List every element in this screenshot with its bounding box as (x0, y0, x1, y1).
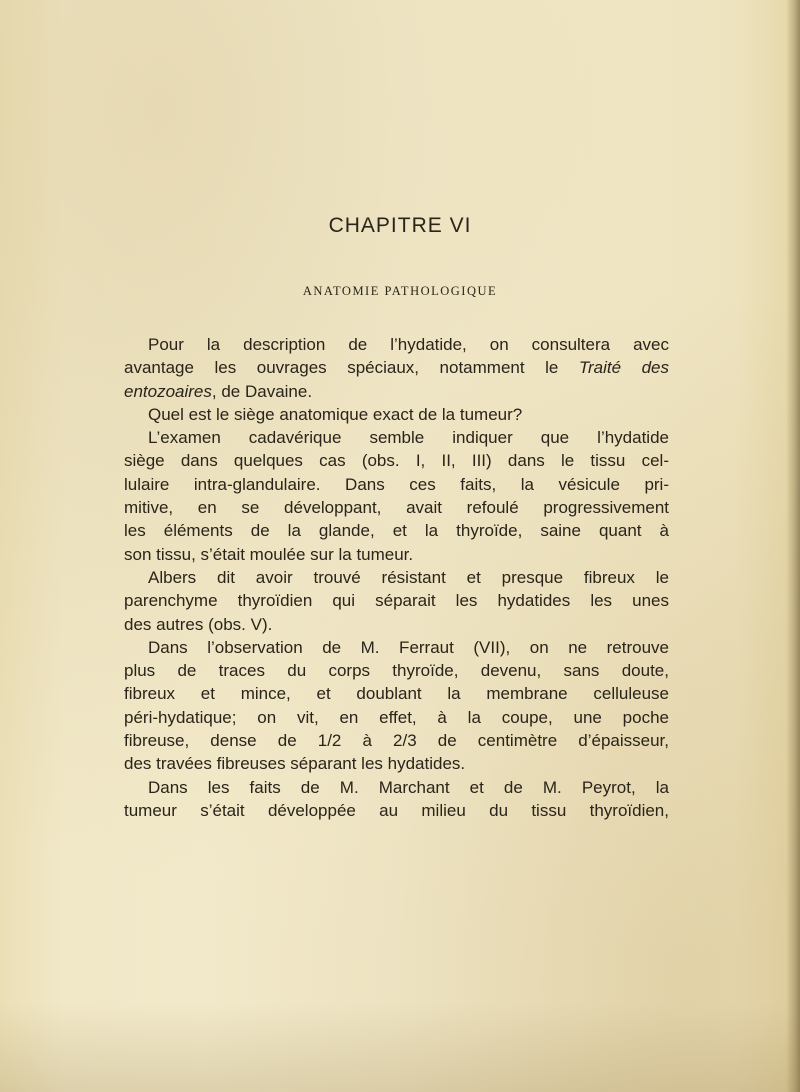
text-line: Quel est le siège anatomique exact de la tumeur? (148, 404, 523, 424)
text-line: les éléments de la glande, et la thyroïde, saine quant à (124, 521, 669, 541)
text-line: tumeur s’était développée au milieu du tissu thyroïdien, (124, 800, 669, 820)
text-line: Pour la description de l’hydatide, on consultera avec (148, 335, 669, 354)
text-line: Dans les faits de M. Marchant et de M. Peyrot, la (148, 777, 669, 797)
page-edge-shadow (786, 0, 800, 1092)
text-line: son tissu, s’était moulée sur la tumeur. (124, 544, 414, 564)
text-line: fibreuse, dense de 1/2 à 2/3 de centimètre d’épaisseur, (124, 731, 669, 751)
book-title-italic: entozoaires (124, 381, 212, 401)
text-line: fibreux et mince, et doublant la membrane celluleuse (124, 684, 669, 704)
text-line: parenchyme thyroïdien qui séparait les hydatides les unes (124, 591, 669, 611)
text-line (124, 356, 669, 379)
section-heading: ANATOMIE PATHOLOGIQUE (302, 284, 498, 298)
text-run: , de Davaine. (211, 381, 313, 401)
text-line: mitive, en se développant, avait refoulé progressivement (124, 498, 669, 518)
text-line: des travées fibreuses séparant les hydatides. (124, 754, 466, 774)
body-text (124, 333, 669, 822)
text-line: siège dans quelques cas (obs. I, II, III) dans le tissu cel- (124, 451, 669, 471)
text-line (124, 380, 669, 403)
text-line: Dans l’observation de M. Ferraut (VII), on ne retrouve (148, 637, 669, 657)
text-line: Albers dit avoir trouvé résistant et presque fibreux le (148, 567, 669, 587)
text-line: péri-hydatique; on vit, en effet, à la coupe, une poche (124, 707, 669, 727)
text-line: lulaire intra-glandulaire. Dans ces faits, la vésicule pri- (124, 474, 669, 494)
text-line: plus de traces du corps thyroïde, devenu, sans doute, (124, 661, 669, 681)
chapter-heading: CHAPITRE VI (328, 214, 472, 237)
text-run: avantage les ouvrages spéciaux, notamment le (124, 358, 579, 378)
text-line: L’examen cadavérique semble indiquer que l’hydatide (148, 428, 669, 448)
text-line: des autres (obs. V). (124, 614, 273, 634)
book-title-italic: Traité des (578, 358, 670, 378)
page-bottom-shade (0, 1002, 800, 1092)
